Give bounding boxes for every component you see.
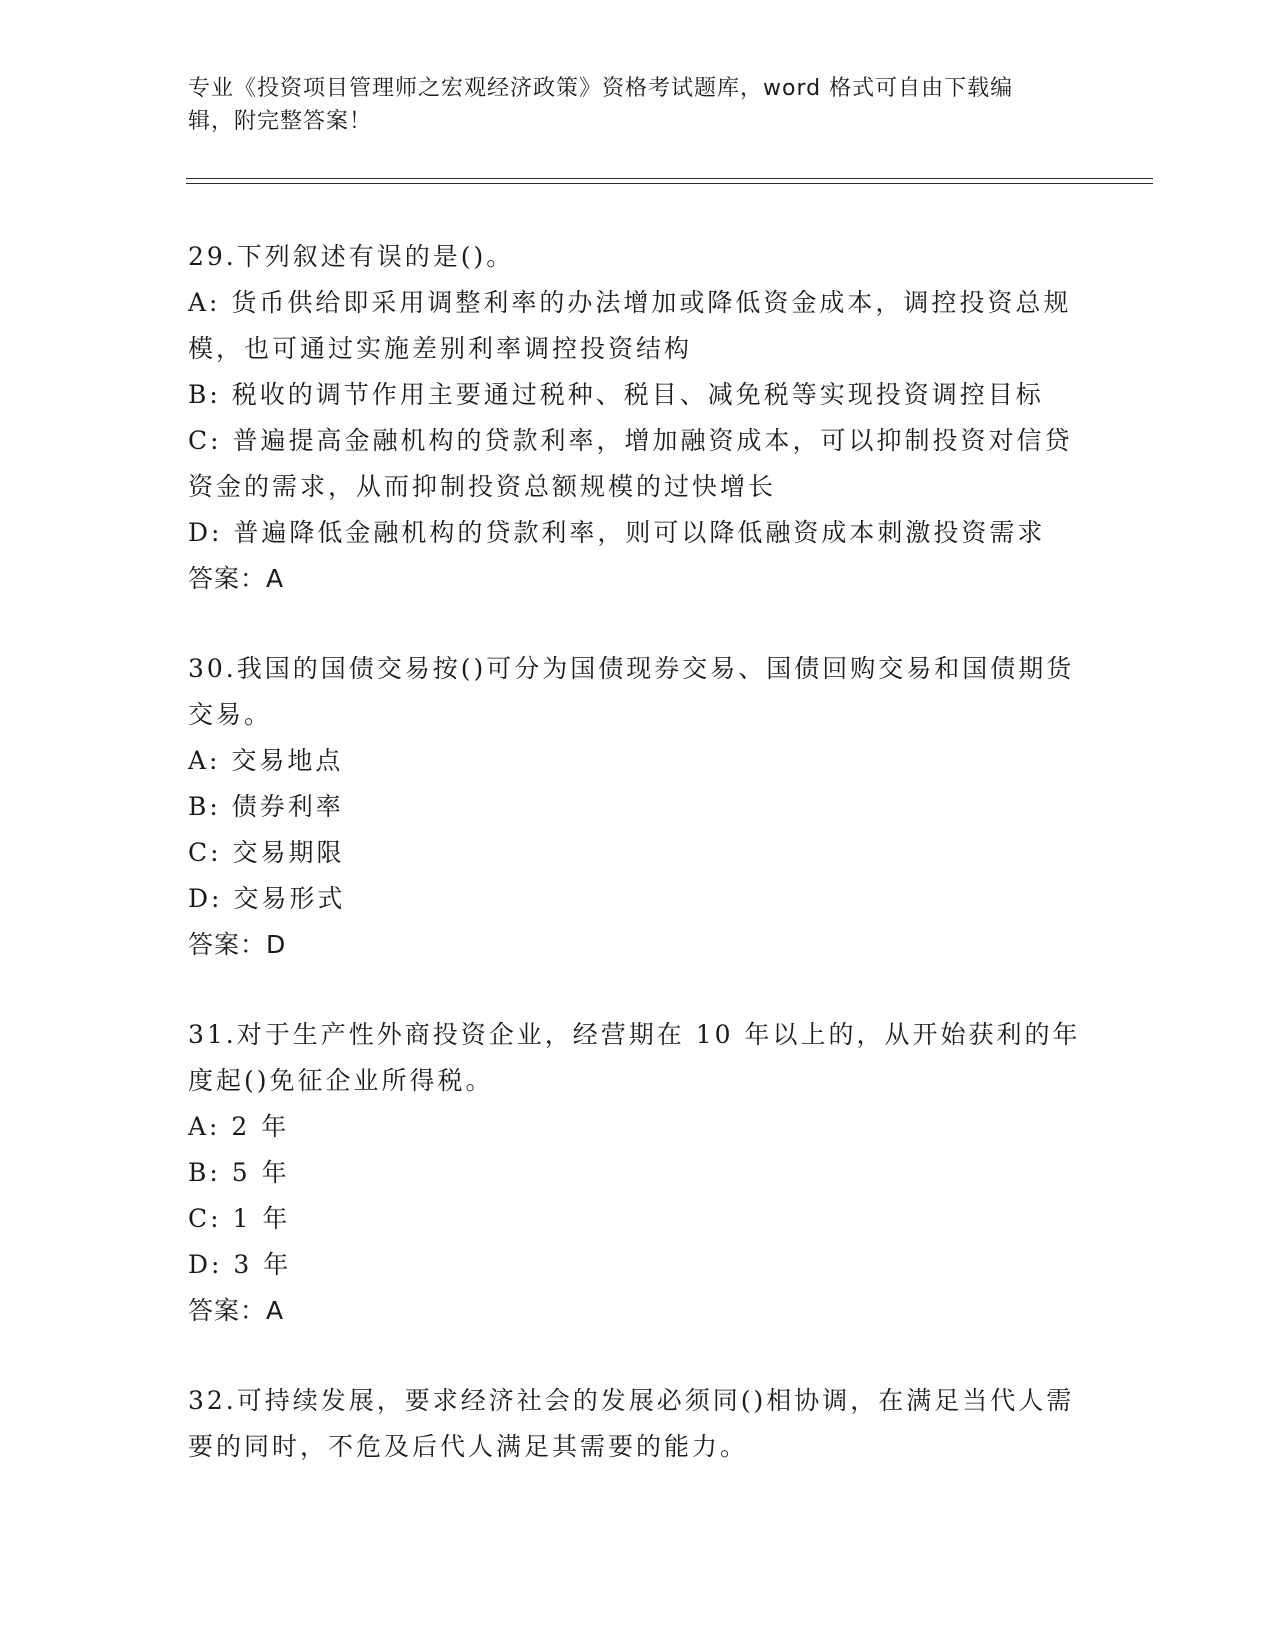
option-d: D: 普遍降低金融机构的贷款利率，则可以降低融资成本刺激投资需求 (188, 518, 1046, 547)
option-a: A: 交易地点 (188, 746, 344, 775)
header-divider-top (186, 178, 1153, 179)
question-stem: 32.可持续发展，要求经济社会的发展必须同()相协调，在满足当代人需要的同时，不危及后代人满足其需要的能力。 (188, 1386, 1075, 1461)
question-stem: 30.我国的国债交易按()可分为国债现券交易、国债回购交易和国债期货交易。 (188, 654, 1075, 729)
option-d: D: 交易形式 (188, 884, 346, 913)
answer-text: 答案：A (188, 564, 285, 593)
option-a: A: 2 年 (188, 1112, 290, 1141)
question-32 (188, 1378, 1083, 1470)
option-a: A: 货币供给即采用调整利率的办法增加或降低资金成本，调控投资总规模，也可通过实施差别利率调控投资结构 (188, 288, 1072, 363)
question-stem: 31.对于生产性外商投资企业，经营期在 10 年以上的，从开始获利的年度起()免征企业所得税。 (188, 1020, 1081, 1095)
header-line-2: 辑，附完整答案！ (188, 109, 373, 134)
option-c: C: 交易期限 (188, 838, 345, 867)
document-header (188, 72, 1068, 138)
question-31 (188, 1012, 1083, 1334)
option-c: C: 1 年 (188, 1204, 291, 1233)
option-c: C: 普遍提高金融机构的贷款利率，增加融资成本，可以抑制投资对信贷资金的需求，从而抑制投资总额规模的过快增长 (188, 426, 1073, 501)
header-line-1: 专业《投资项目管理师之宏观经济政策》资格考试题库，word 格式可自由下载编 (188, 76, 1014, 101)
question-29 (188, 234, 1083, 602)
option-b: B: 债券利率 (188, 792, 344, 821)
question-list (188, 234, 1083, 1514)
question-30 (188, 646, 1083, 968)
question-stem: 29.下列叙述有误的是()。 (188, 242, 515, 271)
header-divider-bottom (186, 183, 1153, 184)
option-b: B: 5 年 (188, 1158, 290, 1187)
option-b: B: 税收的调节作用主要通过税种、税目、减免税等实现投资调控目标 (188, 380, 1044, 409)
answer-text: 答案：A (188, 1296, 285, 1325)
option-d: D: 3 年 (188, 1250, 292, 1279)
answer-text: 答案：D (188, 930, 287, 959)
